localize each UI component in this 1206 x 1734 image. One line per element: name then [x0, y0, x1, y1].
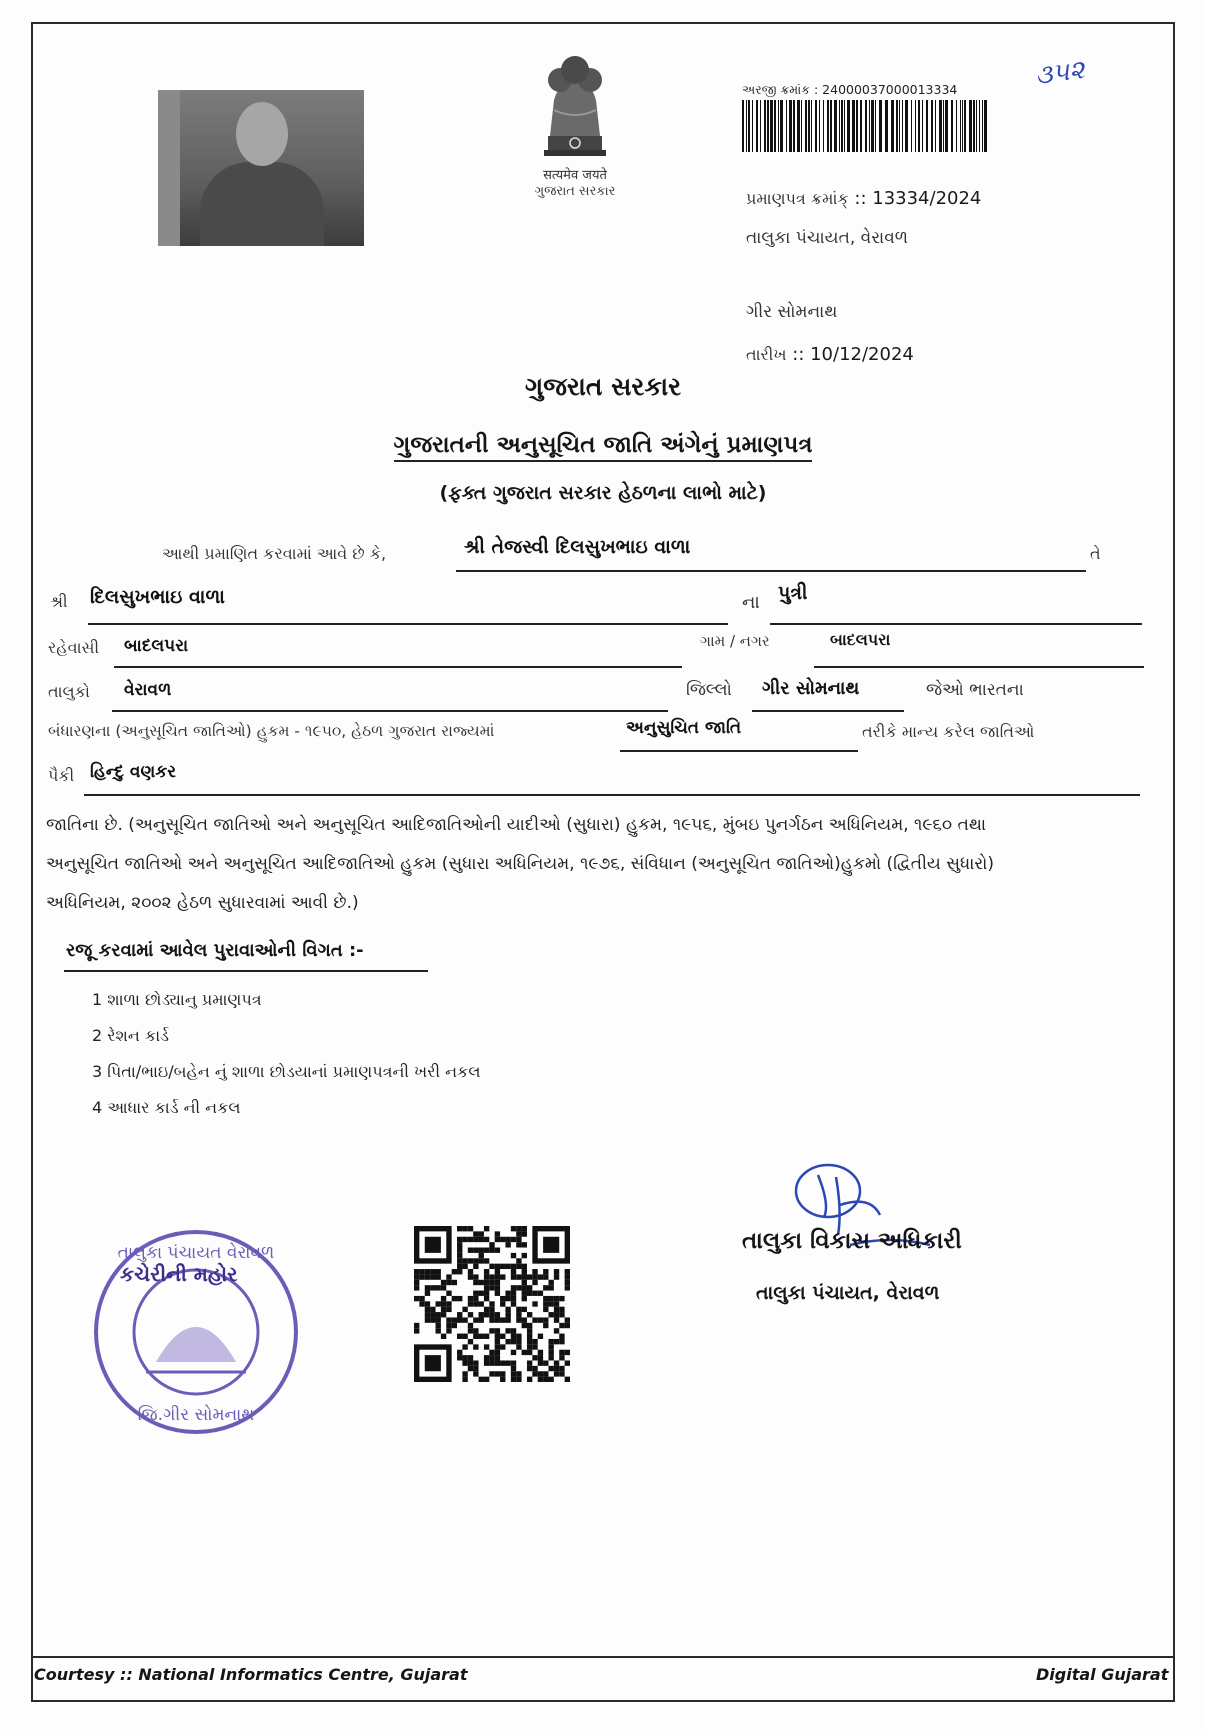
footer-brand: Digital Gujarat — [1036, 1665, 1169, 1684]
certify-text: આથી પ્રમાણિત કરવામાં આવે છે કે, — [162, 544, 387, 563]
taluka-line — [112, 710, 668, 712]
district-label: જિલ્લો — [686, 680, 732, 700]
evidence-item: 2 રેશન કાર્ડ — [92, 1026, 169, 1045]
category: અનુસુચિત જાતિ — [626, 718, 742, 738]
date-value: 10/12/2024 — [810, 344, 914, 365]
emblem-gov: ગુજરાત સરકાર — [534, 184, 616, 199]
certificate-title — [0, 432, 1206, 458]
certificate-label: પ્રમાણપત્ર ક્રમાંક્ — [746, 189, 849, 208]
certificate-number: પ્રમાણપત્ર ક્રમાંક્ :: 13334/2024 — [746, 188, 982, 209]
village-label: ગામ / નગર — [700, 632, 770, 650]
application-value: 24000037000013334 — [822, 82, 958, 97]
application-label: અરજી ક્રમાંક — [742, 82, 810, 97]
application-number: અરજી ક્રમાંક : 24000037000013334 — [742, 82, 958, 97]
among-label: પૈકી — [48, 766, 75, 785]
legal-line-3: અધિનિયમ, ૨૦૦૨ હેઠળ સુધારવામાં આવી છે.) — [46, 893, 359, 913]
footer-line — [31, 1656, 1175, 1658]
evidence-item: 4 આધાર કાર્ડ ની નકલ — [92, 1098, 241, 1117]
resident-line — [114, 666, 682, 668]
taluka: વેરાવળ — [124, 680, 172, 700]
evidence-heading-line — [64, 970, 428, 972]
legal-line-1: જાતિના છે. (અનુસૂચિત જાતિઓ અને અનુસૂચિત આદિજાતિઓની યાદીઓ (સુધારા) હુકમ, ૧૯૫૬, મુંબઇ પુનર્ગઠન અધિનિયમ, ૧૯૬૦ તથા — [46, 815, 987, 835]
applicant-photo — [158, 90, 364, 246]
seal-ring-bottom: જિ.ગીર સોમનાથ — [137, 1405, 255, 1425]
certificate-value: 13334/2024 — [872, 188, 982, 209]
issue-date: તારીખ :: 10/12/2024 — [746, 344, 914, 365]
resident-label: રહેવાસી — [48, 638, 100, 657]
parent-name-line — [88, 623, 728, 625]
legal-paragraph — [46, 806, 1146, 923]
seal-label: કચેરીની મહોર — [120, 1262, 238, 1286]
relation: પુત્રી — [778, 582, 808, 604]
evidence-heading: રજૂ કરવામાં આવેલ પુરાવાઓની વિગત :- — [66, 940, 364, 961]
issuing-district: ગીર સોમનાથ — [746, 302, 838, 322]
signatory-office: તાલુકા પંચાયત, વેરાવળ — [756, 1282, 940, 1304]
emblem-motto: सत्यमेव जयते — [543, 168, 607, 183]
caste-line — [84, 794, 1140, 796]
village: બાદલપરા — [830, 630, 891, 649]
category-line — [620, 750, 858, 752]
national-emblem-icon — [520, 50, 630, 168]
date-label: તારીખ — [746, 345, 787, 364]
india-text: જેઓ ભારતના — [926, 680, 1024, 700]
issuing-office: તાલુકા પંચાયત, વેરાવળ — [746, 228, 909, 248]
taluka-label: તાલુકો — [48, 682, 90, 701]
qr-code — [414, 1226, 570, 1382]
signatory-title: તાલુકા વિકાસ અધિકારી — [742, 1228, 962, 1254]
legal-line-2: અનુસૂચિત જાતિઓ અને અનુસૂચિત આદિજાતિઓ હુકમ (સુધારા અધિનિયમ, ૧૯૭૬, સંવિધાન (અનુસૂચિત જાતિઓ)હુકમો (દ્વિતીય સુધારો) — [46, 854, 995, 874]
district-line — [752, 710, 904, 712]
certificate-title-text: ગુજરાતની અનુસૂચિત જાતિ અંગેનું પ્રમાણપત્ર — [394, 432, 813, 462]
recognised-text: તરીકે માન્ય કરેલ જાતિઓ — [862, 722, 1035, 741]
emblem-caption — [505, 168, 645, 200]
na-text: ના — [742, 592, 760, 613]
constitution-text: બંધારણના (અનુસૂચિત જાતિઓ) હુકમ - ૧૯૫૦, હેઠળ ગુજરાત રાજ્યમાં — [48, 722, 495, 740]
applicant-name-line — [456, 570, 1086, 572]
seal-ring-top: તાલુકા પંચાયત વેરાવળ — [117, 1243, 275, 1263]
gov-title: ગુજરાત સરકાર — [524, 372, 682, 401]
evidence-item: 1 શાળા છોડ્યાનુ પ્રમાણપત્ર — [92, 990, 262, 1009]
resident: બાદલપરા — [124, 636, 189, 656]
village-line — [814, 666, 1144, 668]
applicant-name: શ્રી તેજસ્વી દિલસુખભાઇ વાળા — [464, 536, 691, 558]
caste: હિન્દુ વણકર — [90, 762, 177, 782]
parent-name: દિલસુખભાઇ વાળા — [90, 586, 225, 608]
relation-line — [770, 623, 1142, 625]
footer-courtesy: Courtesy :: National Informatics Centre, Gujarat — [34, 1665, 468, 1684]
barcode — [742, 100, 990, 152]
handwritten-note: ૩૫૨ — [1033, 54, 1087, 92]
te-text: તે — [1090, 544, 1101, 563]
office-seal-icon — [86, 1222, 306, 1442]
shri-label: શ્રી — [50, 592, 68, 611]
evidence-item: 3 પિતા/ભાઇ/બહેન નું શાળા છોડયાનાં પ્રમાણપત્રની ખરી નકલ — [92, 1062, 481, 1081]
district: ગીર સોમનાથ — [762, 678, 860, 699]
certificate-subtitle: (ફક્ત ગુજરાત સરકાર હેઠળના લાભો માટે) — [439, 482, 767, 504]
